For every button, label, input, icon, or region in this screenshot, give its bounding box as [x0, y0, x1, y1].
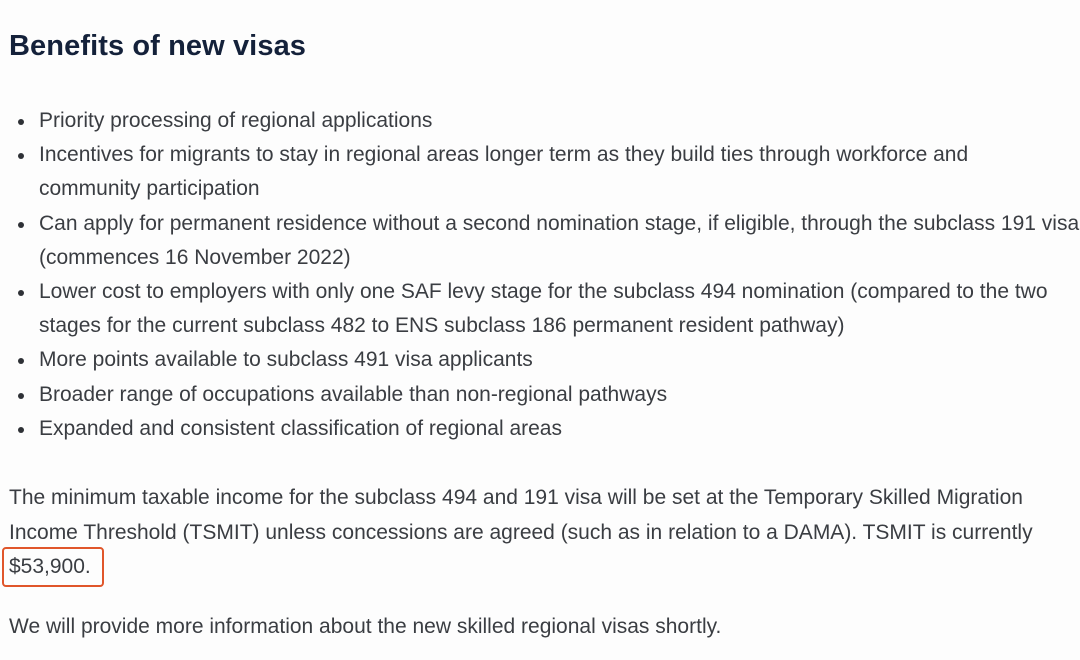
paragraph-line: Income Threshold (TSMIT) unless concessions are agreed (such as in relation to a DAMA). TSMIT is currently [9, 520, 1033, 544]
bullet-icon [18, 393, 24, 399]
tsmit-amount: $53,900. [9, 555, 91, 578]
paragraph-line: The minimum taxable income for the subclass 494 and 191 visa will be set at the Temporary Skilled Migration [9, 486, 1023, 509]
bullet-icon [18, 153, 24, 159]
list-item [0, 378, 1080, 412]
bullet-icon [18, 358, 24, 364]
list-item-text: Lower cost to employers with only one SAF levy stage for the subclass 494 nomination (compared to the two stages for the current subclass 482 to ENS subclass 186 permanent resident pathway) [39, 280, 1048, 338]
list-item-text: Broader range of occupations available than non-regional pathways [39, 382, 668, 406]
bullet-icon [18, 290, 24, 296]
list-item [0, 343, 1080, 377]
list-item-text: More points available to subclass 491 visa applicants [39, 348, 533, 372]
income-threshold-paragraph [9, 481, 1033, 585]
list-item [0, 412, 1080, 446]
list-item [0, 207, 1080, 275]
bullet-icon [18, 427, 24, 433]
section-heading: Benefits of new visas [9, 30, 307, 62]
list-item [0, 275, 1080, 343]
list-item-text: Expanded and consistent classification of regional areas [39, 416, 562, 440]
list-item-text: Priority processing of regional applications [39, 109, 433, 132]
list-item-text: Can apply for permanent residence without a second nomination stage, if eligible, through the subclass 191 visa (commences 16 November 2022) [39, 211, 1080, 269]
list-item [0, 138, 1080, 206]
benefits-list [0, 104, 1080, 446]
bullet-icon [18, 119, 24, 125]
list-item [0, 104, 1080, 138]
list-item-text: Incentives for migrants to stay in regional areas longer term as they build ties through workforce and community participation [39, 143, 969, 201]
closing-paragraph: We will provide more information about the new skilled regional visas shortly. [9, 615, 722, 638]
bullet-icon [18, 222, 24, 228]
